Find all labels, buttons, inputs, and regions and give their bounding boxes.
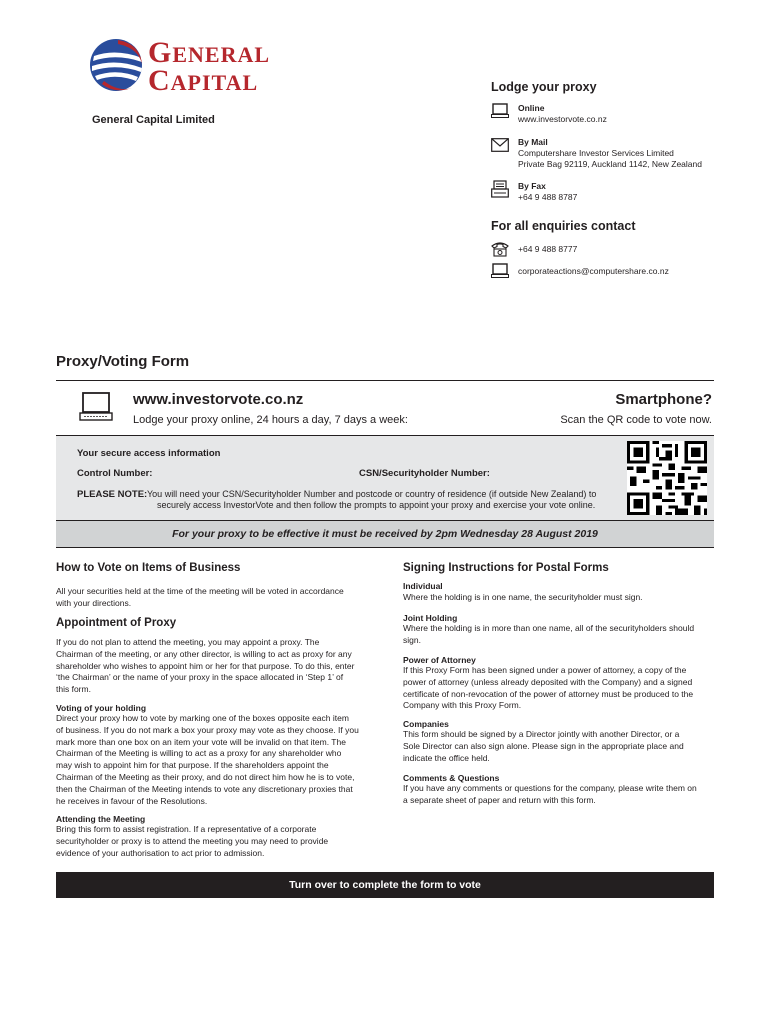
fax-icon (491, 180, 509, 198)
companies-text: This form should be signed by a Director jointly with another Director, or a Sole Director can also sign alone. Please sign in the appropriate place and indicate the office held. (403, 729, 684, 763)
enquiries-phone: +64 9 488 8777 (518, 244, 578, 254)
control-number-label: Control Number: (77, 468, 153, 479)
please-note-line-2: securely access InvestorVote and then follow the prompts to appoint your proxy and exercise your vote online. (157, 500, 596, 510)
mail-line-1: Computershare Investor Services Limited (518, 148, 674, 158)
phone-icon (491, 241, 509, 257)
online-voting-band (56, 380, 714, 436)
online-lodge-note: Lodge your proxy online, 24 hours a day, 7 days a week: (133, 414, 408, 426)
globe-logo-icon (88, 34, 144, 96)
how-to-vote-text: All your securities held at the time of the meeting will be voted in accordance with your directions. (56, 586, 344, 608)
attending-text: Bring this form to assist registration. If a representative of a corporate securityholder or proxy is to attend the meeting you may need to provide evidence of your authorisation to act prior to admission. (56, 824, 329, 858)
enquiries-email[interactable]: corporateactions@computershare.co.nz (518, 266, 669, 276)
individual-heading: Individual (403, 581, 443, 591)
enquiries-title: For all enquiries contact (491, 219, 636, 233)
how-to-vote-heading: How to Vote on Items of Business (56, 562, 241, 574)
appointment-text: If you do not plan to attend the meeting, you may appoint a proxy. The Chairman of the meeting, or any other director, is willing to act as proxy for any shareholder who wishes to appoint him or her for that purpose. To do this, enter ‘the Chairman’ or the name of your proxy in the space allocated in ‘Step 1’ of this form. (56, 637, 355, 695)
signing-heading: Signing Instructions for Postal Forms (403, 562, 609, 574)
mail-label: By Mail (518, 137, 548, 147)
company-logo (88, 34, 298, 98)
fax-number: +64 9 488 8787 (518, 192, 578, 202)
turn-over-banner: Turn over to complete the form to vote (56, 872, 714, 898)
large-laptop-icon (79, 392, 113, 422)
poa-text: If this Proxy Form has been signed under a power of attorney, a copy of the power of attorney (unless already deposited with the Company) and a signed certificate of non-revocation of the power of attorney must be produced to the Company with this Proxy Form. (403, 665, 694, 711)
logo-line-capital: CAPITAL (148, 64, 259, 97)
smartphone-title: Smartphone? (615, 391, 712, 408)
please-note-label: PLEASE NOTE: (77, 489, 148, 500)
appointment-heading: Appointment of Proxy (56, 617, 177, 629)
online-url[interactable]: www.investorvote.co.nz (518, 114, 607, 124)
comments-text: If you have any comments or questions for the company, please write them on a separate sheet of paper and return with this form. (403, 783, 697, 805)
please-note-line-1: You will need your CSN/Securityholder Number and postcode or country of residence (if outside New Zealand) to (147, 489, 597, 499)
laptop-icon (491, 103, 509, 119)
comments-heading: Comments & Questions (403, 773, 500, 783)
computer-icon (491, 263, 509, 279)
form-title: Proxy/Voting Form (56, 353, 190, 370)
poa-heading: Power of Attorney (403, 655, 476, 665)
online-label: Online (518, 103, 545, 113)
companies-heading: Companies (403, 719, 449, 729)
individual-text: Where the holding is in one name, the securityholder must sign. (403, 592, 643, 602)
qr-code[interactable] (627, 441, 707, 515)
fax-label: By Fax (518, 181, 546, 191)
mail-line-2: Private Bag 92119, Auckland 1142, New Zealand (518, 159, 702, 169)
joint-holding-text: Where the holding is in more than one name, all of the securityholders should sign. (403, 623, 695, 645)
lodge-title: Lodge your proxy (491, 80, 597, 94)
investorvote-url[interactable]: www.investorvote.co.nz (133, 391, 304, 408)
access-info-title: Your secure access information (77, 448, 221, 459)
voting-holding-text: Direct your proxy how to vote by marking one of the boxes opposite each item of business. If you do not mark a box your proxy may vote as they choose. If you mark more than one box on an item your vote will be invalid on that item. The Chairman of the Meeting is willing to act as a proxy for any shareholder who may wish to appoint him for that purpose. If the shareholders appoint the Chairman of the Meeting as their proxy, and do not direct him how he is to vote, then the Chairman of the Meeting intends to vote any discretionary proxies that he receives in favour of the Resolutions. (56, 713, 359, 806)
deadline-banner: For your proxy to be effective it must be received by 2pm Wednesday 28 August 2019 (56, 520, 714, 548)
smartphone-subtitle: Scan the QR code to vote now. (560, 414, 712, 426)
company-name: General Capital Limited (92, 114, 215, 126)
logo-line-general: GENERAL (148, 36, 271, 69)
joint-holding-heading: Joint Holding (403, 613, 458, 623)
voting-holding-heading: Voting of your holding (56, 703, 147, 713)
envelope-icon (491, 138, 509, 152)
attending-heading: Attending the Meeting (56, 814, 146, 824)
csn-label: CSN/Securityholder Number: (359, 468, 490, 479)
